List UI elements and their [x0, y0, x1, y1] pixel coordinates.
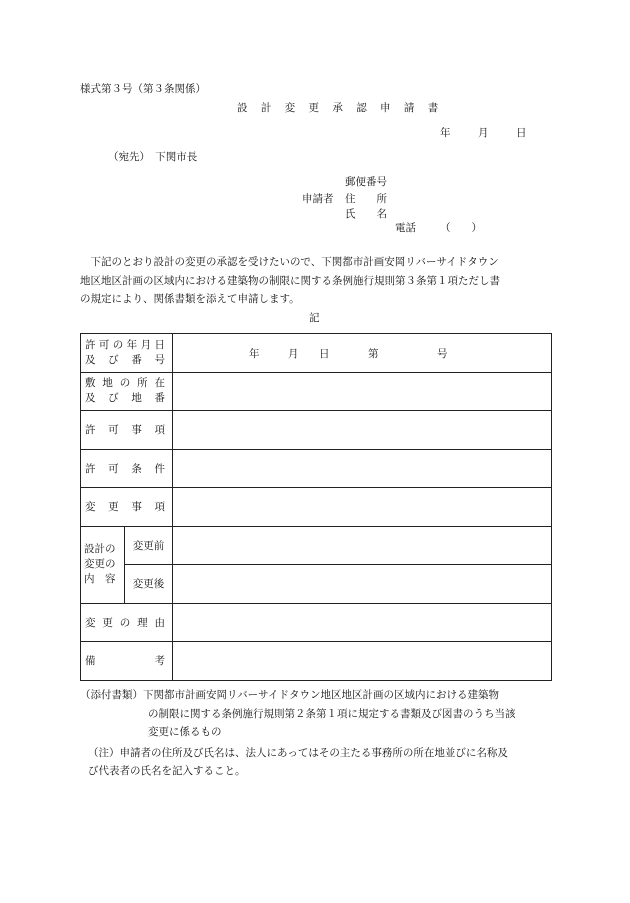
remarks-value[interactable]	[173, 642, 552, 681]
label-char: 及	[85, 353, 96, 366]
label-char: 項	[154, 424, 165, 437]
change-reason-value[interactable]	[173, 603, 552, 642]
statement-line: 地区地区計画の区域内における建築物の制限に関する条例施行規則第３条第１項ただし書	[80, 274, 500, 287]
label-char: 変	[85, 501, 96, 514]
table-row	[81, 565, 552, 604]
permit-matter-label	[81, 411, 173, 450]
phone-label: 電話	[395, 222, 416, 234]
caution-line: 申請者の住所及び氏名は、法人にあってはその主たる事務所の所在地並びに名称及	[119, 746, 508, 759]
permit-date-value[interactable]	[173, 334, 552, 373]
label-char: 号	[154, 353, 165, 366]
addressee: （宛先） 下関市長	[108, 151, 198, 163]
permit-condition-label	[81, 449, 173, 488]
label-char: 及	[85, 392, 96, 405]
name-label: 氏 名	[345, 208, 387, 220]
label-line: 内 容	[84, 573, 116, 585]
notes	[80, 686, 560, 781]
table-row	[81, 411, 552, 450]
label-char: 可	[108, 462, 119, 475]
ki-heading: 記	[309, 312, 320, 324]
label-line	[85, 391, 165, 406]
permit-date-label	[81, 334, 173, 373]
label-line	[85, 653, 165, 668]
permit-go: 号	[437, 347, 448, 360]
application-statement	[80, 253, 552, 309]
label-line	[85, 615, 165, 630]
label-char: 事	[131, 424, 142, 437]
label-char: び	[108, 392, 119, 405]
design-change-label	[81, 526, 125, 603]
table-row	[81, 334, 552, 373]
label-char: の	[112, 338, 124, 351]
change-reason-label	[81, 603, 173, 642]
table-row	[81, 488, 552, 527]
label-line	[85, 461, 165, 476]
label-char: び	[108, 353, 119, 366]
permit-matter-value[interactable]	[173, 411, 552, 450]
before-label: 変更前	[125, 526, 173, 565]
label-line	[85, 422, 165, 437]
permit-dai: 第	[368, 347, 379, 360]
form-number: 様式第３号（第３条関係）	[80, 83, 206, 95]
site-label	[81, 372, 173, 411]
label-char: 変	[85, 616, 96, 629]
applicant-label: 申請者	[302, 193, 334, 205]
label-char: 番	[154, 392, 165, 405]
table-row	[81, 372, 552, 411]
remarks-label	[81, 642, 173, 681]
label-line: 変更の	[84, 558, 116, 570]
label-line	[85, 338, 165, 353]
label-char: 更	[102, 616, 113, 629]
label-char: 月	[140, 338, 152, 351]
date-year: 年	[440, 127, 451, 139]
label-char: 可	[108, 424, 119, 437]
label-char: 条	[131, 462, 142, 475]
before-value[interactable]	[173, 526, 552, 565]
application-table	[80, 333, 552, 681]
label-line	[85, 376, 165, 391]
label-char: 日	[154, 338, 165, 351]
postal-label: 郵便番号	[345, 176, 387, 188]
attachment-line: の制限に関する条例施行規則第２条第１項に規定する書類及び図書のうち当該	[148, 707, 516, 720]
caution-line: び代表者の氏名を記入すること。	[88, 765, 246, 777]
caution-head: （注）	[88, 746, 120, 759]
statement-line: 下記のとおり設計の変更の承認を受けたいので、下関都市計画安岡リバーサイドタウン	[80, 256, 499, 268]
label-char: 敷	[85, 377, 96, 390]
after-label: 変更後	[125, 565, 173, 604]
permit-month: 月	[288, 347, 299, 360]
label-char: の	[119, 616, 131, 629]
label-char: 許	[85, 424, 96, 437]
date-line	[440, 128, 527, 139]
table-row	[81, 642, 552, 681]
label-char: 番	[131, 353, 142, 366]
label-char: 件	[154, 462, 165, 475]
document-title: 設 計 変 更 承 認 申 請 書	[237, 102, 444, 114]
label-char: 許	[85, 338, 96, 351]
label-char: 年	[126, 338, 138, 351]
label-char: 許	[85, 462, 96, 475]
date-month: 月	[478, 127, 489, 139]
attachment-line: 下関都市計画安岡リバーサイドタウン地区地区計画の区域内における建築物	[143, 689, 499, 701]
label-char: 更	[108, 501, 119, 514]
attachment-note	[80, 686, 560, 705]
table-row	[81, 526, 552, 565]
permit-year: 年	[249, 347, 260, 360]
label-char: 事	[131, 501, 142, 514]
label-char: 地	[131, 392, 142, 405]
statement-line: の規定により、関係書類を添えて申請します。	[80, 293, 300, 305]
attachment-line: 変更に係るもの	[148, 726, 222, 738]
label-line: 設計の	[84, 543, 116, 555]
table-row	[81, 603, 552, 642]
label-char: 可	[98, 338, 110, 351]
label-char: 備	[85, 655, 96, 668]
label-line	[85, 499, 165, 514]
label-char: 理	[137, 616, 148, 629]
label-char: 所	[137, 377, 148, 390]
phone-parens: （ ）	[440, 222, 482, 234]
date-day: 日	[516, 127, 527, 139]
label-char: 項	[154, 501, 165, 514]
change-matter-value[interactable]	[173, 488, 552, 527]
label-char: 在	[154, 377, 165, 390]
label-char: 地	[102, 377, 113, 390]
change-matter-label	[81, 488, 173, 527]
label-char: 由	[154, 616, 165, 629]
caution-note	[80, 744, 560, 763]
label-line	[85, 353, 165, 368]
permit-day: 日	[319, 347, 330, 360]
address-label: 住 所	[345, 193, 387, 205]
after-value[interactable]	[173, 565, 552, 604]
site-value[interactable]	[173, 372, 552, 411]
attachment-head: （添付書類）	[80, 689, 143, 701]
table-row	[81, 449, 552, 488]
label-char: の	[119, 377, 131, 390]
label-char: 考	[154, 655, 165, 668]
permit-condition-value[interactable]	[173, 449, 552, 488]
